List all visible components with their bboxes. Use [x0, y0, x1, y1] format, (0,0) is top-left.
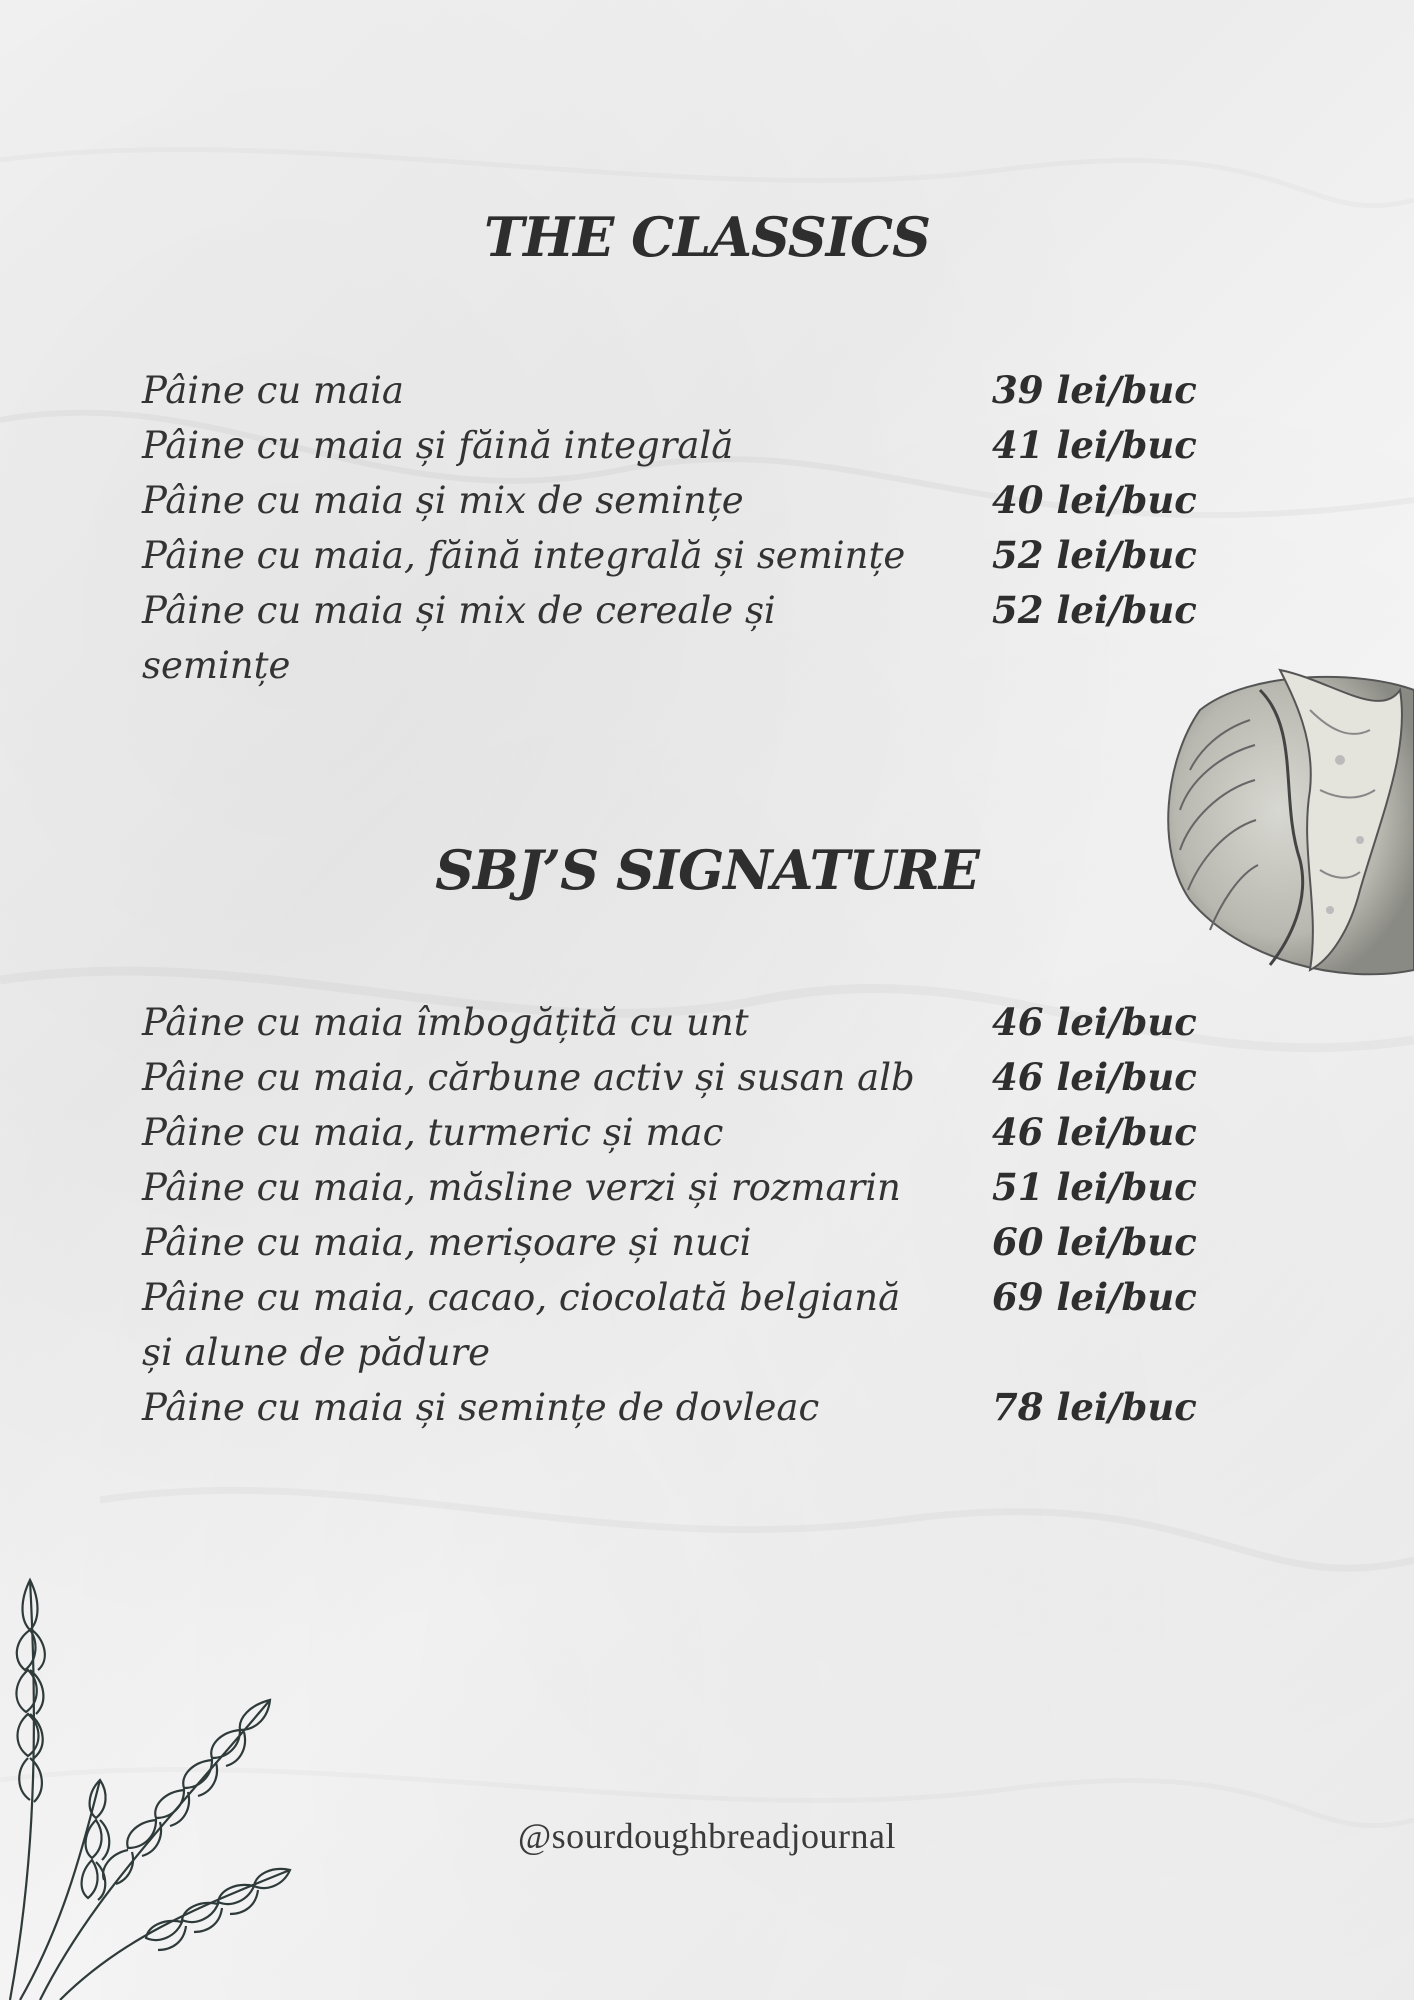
item-price: 51 lei/buc [992, 1165, 1197, 1209]
menu-item [142, 1270, 1222, 1380]
item-name: Pâine cu maia, cacao, ciocolată belgiană și alune de pădure [142, 1276, 901, 1374]
instagram-handle[interactable]: @sourdoughbreadjournal [517, 1816, 897, 1856]
signature-section-title: SBJ’S SIGNATURE [435, 838, 979, 902]
menu-item [142, 1380, 1222, 1435]
item-name: Pâine cu maia, turmeric și mac [142, 1111, 724, 1154]
item-name: Pâine cu maia și mix de cereale și semințe [142, 589, 776, 687]
menu-item [142, 418, 1222, 473]
item-price: 46 lei/buc [992, 1000, 1197, 1044]
item-price: 46 lei/buc [992, 1055, 1197, 1099]
item-name: Pâine cu maia și semințe de dovleac [142, 1386, 820, 1429]
item-name: Pâine cu maia și mix de semințe [142, 479, 744, 522]
sourdough-loaf-icon [1160, 650, 1414, 980]
menu-item [142, 363, 1222, 418]
menu-item [142, 473, 1222, 528]
menu-item [142, 1050, 1222, 1105]
classics-section-title: THE CLASSICS [483, 205, 931, 269]
menu-item [142, 1160, 1222, 1215]
item-name: Pâine cu maia, făină integrală și semințe [142, 534, 906, 577]
item-name: Pâine cu maia îmbogățită cu unt [142, 1001, 749, 1044]
item-name: Pâine cu maia și făină integrală [142, 424, 734, 467]
item-price: 52 lei/buc [992, 533, 1197, 577]
item-price: 60 lei/buc [992, 1220, 1197, 1264]
item-price: 69 lei/buc [992, 1275, 1197, 1319]
signature-menu-list [142, 995, 1222, 1435]
wheat-sprig-icon [0, 1570, 320, 2000]
item-price: 78 lei/buc [992, 1385, 1197, 1429]
item-name: Pâine cu maia, cărbune activ și susan alb [142, 1056, 915, 1099]
item-price: 41 lei/buc [992, 423, 1197, 467]
item-price: 52 lei/buc [992, 588, 1197, 632]
menu-item [142, 1215, 1222, 1270]
classics-menu-list [142, 363, 1222, 693]
item-name: Pâine cu maia, merișoare și nuci [142, 1221, 752, 1264]
item-name: Pâine cu maia, măsline verzi și rozmarin [142, 1166, 901, 1209]
item-price: 39 lei/buc [992, 368, 1197, 412]
item-name: Pâine cu maia [142, 369, 404, 412]
item-price: 46 lei/buc [992, 1110, 1197, 1154]
item-price: 40 lei/buc [992, 478, 1197, 522]
menu-item [142, 528, 1222, 583]
menu-item [142, 583, 1222, 693]
menu-item [142, 995, 1222, 1050]
menu-item [142, 1105, 1222, 1160]
